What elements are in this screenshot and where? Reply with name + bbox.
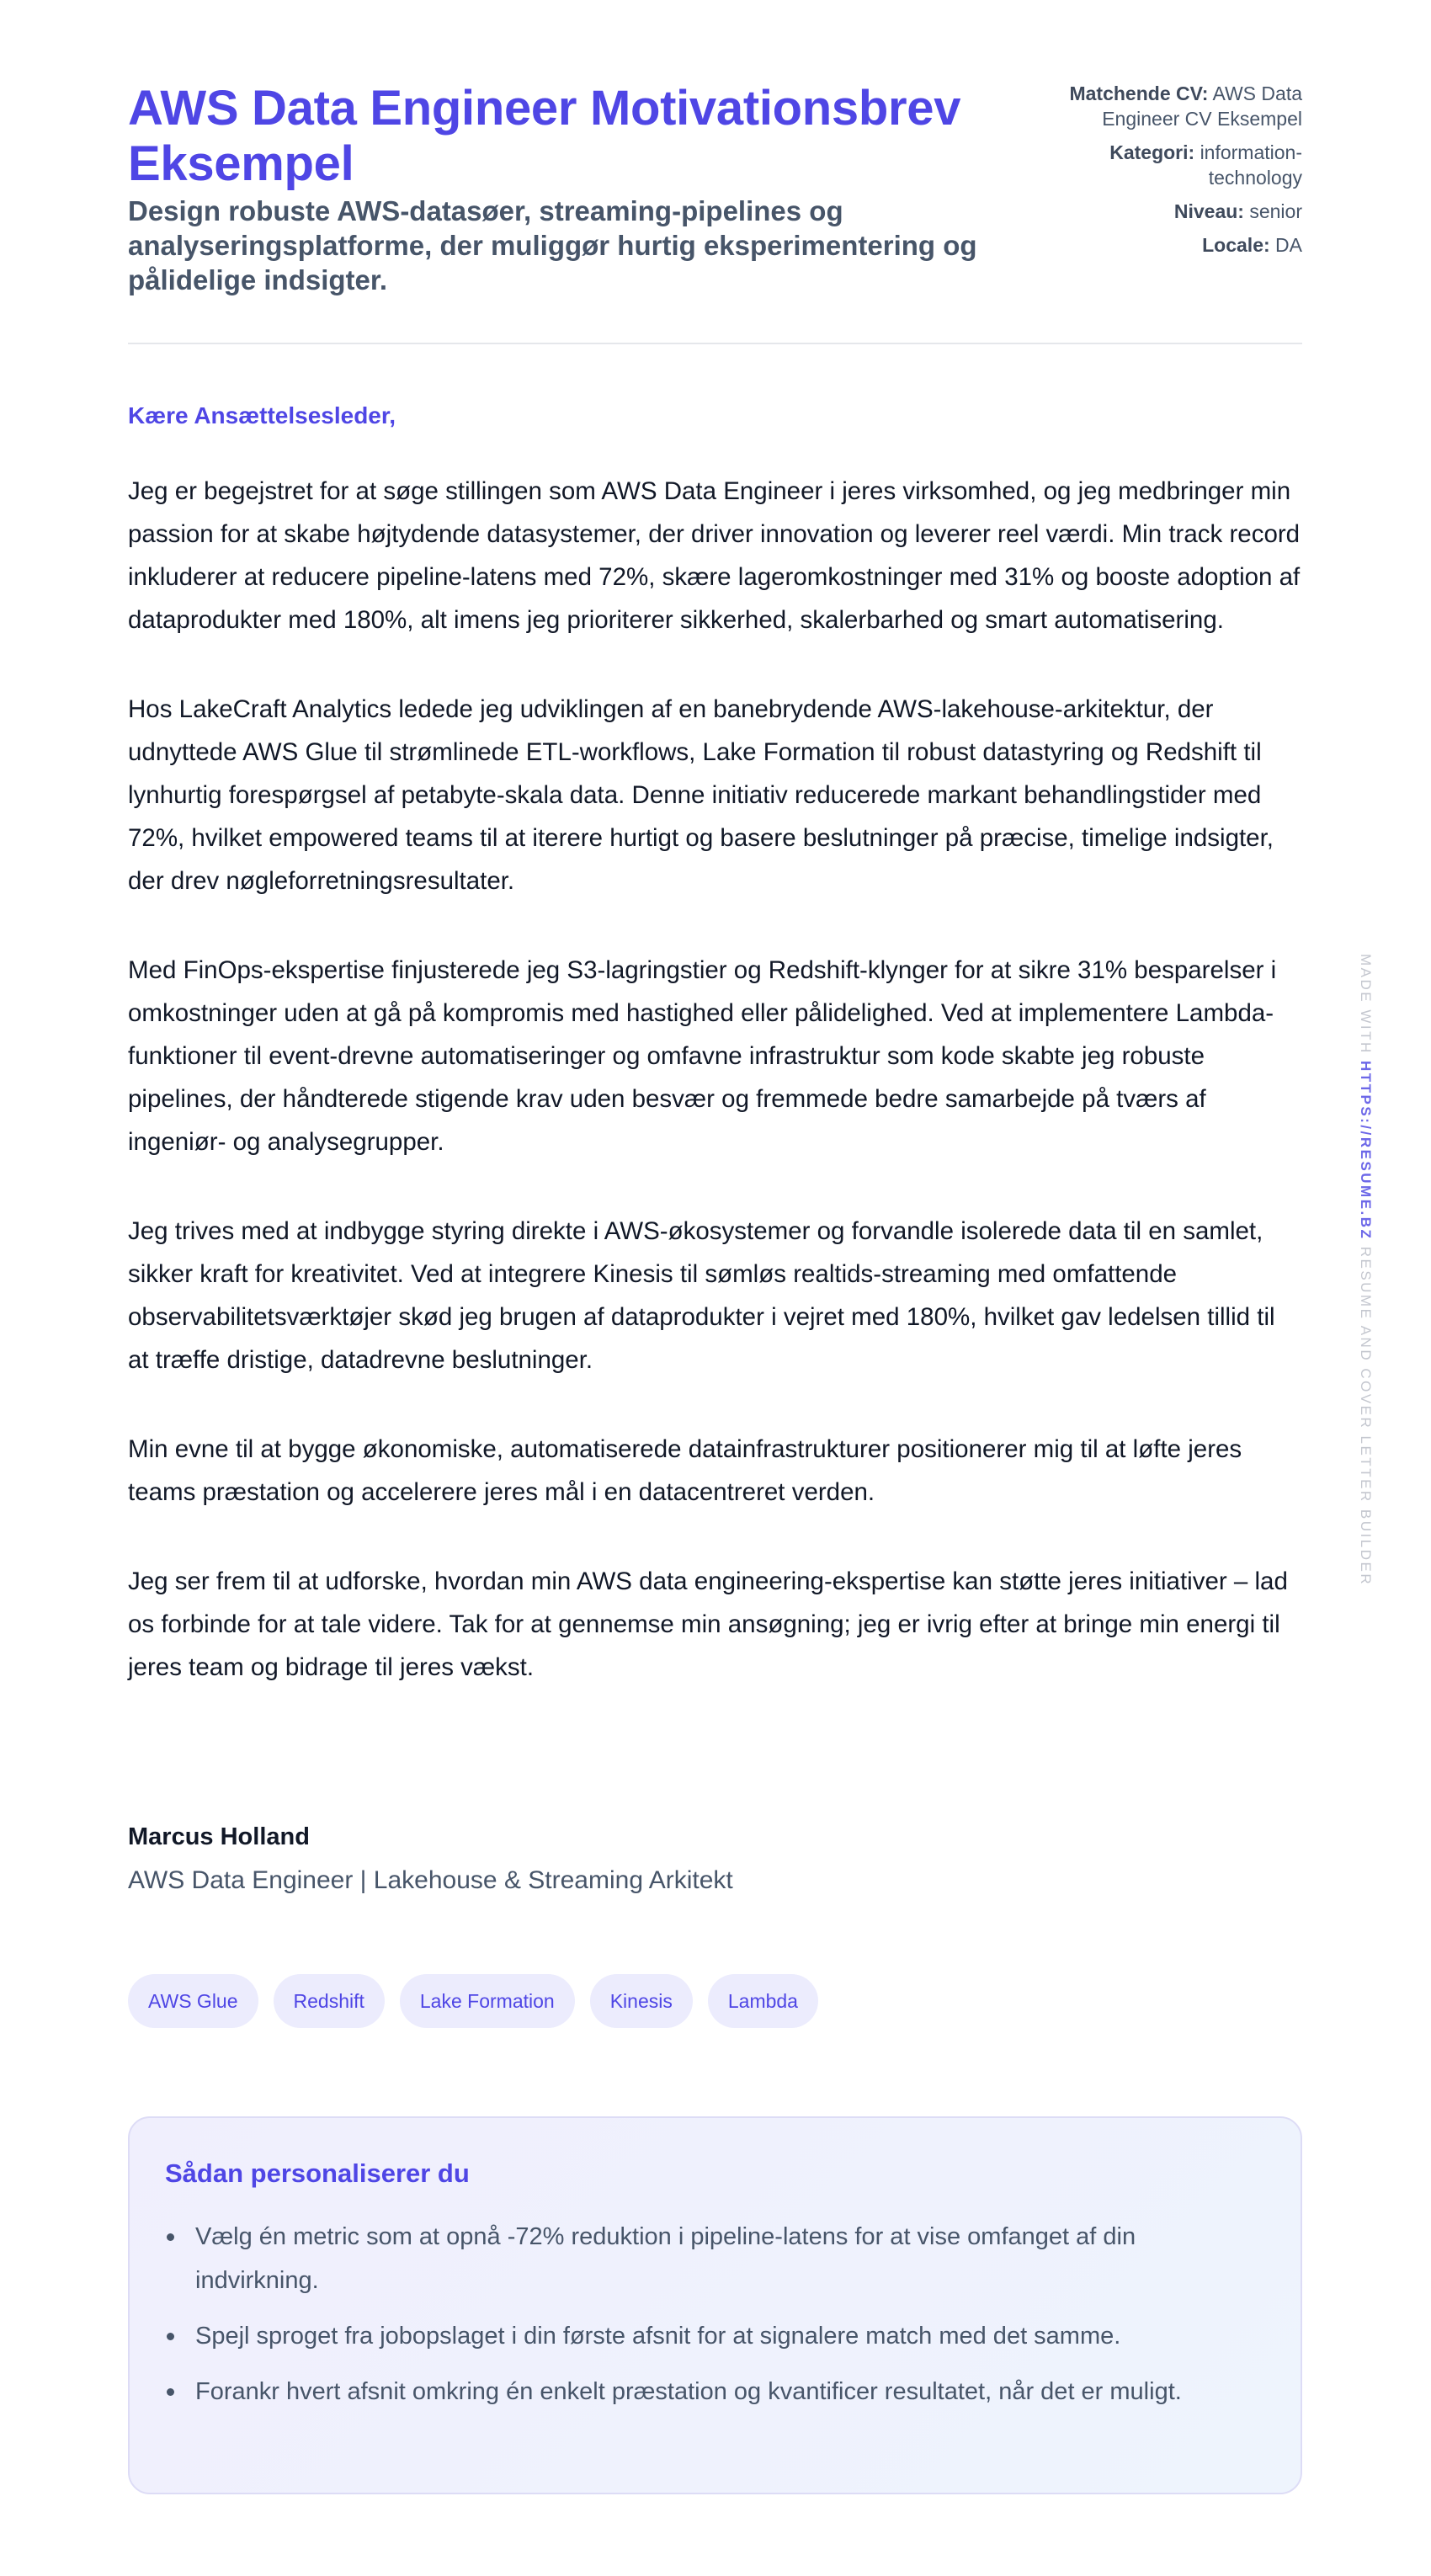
meta-label: Niveau: bbox=[1173, 200, 1244, 222]
meta-label: Kategori: bbox=[1109, 141, 1195, 163]
bullet-icon bbox=[167, 2233, 174, 2241]
watermark-link[interactable]: HTTPS://RESUME.BZ bbox=[1358, 1061, 1374, 1241]
skill-tags bbox=[128, 1974, 818, 2028]
skill-tag: Lake Formation bbox=[400, 1974, 575, 2028]
letter-paragraph: Jeg trives med at indbygge styring direkte i AWS-økosystemer og forvandle isolerede data til en samlet, sikker kraft for kreativitet. Ved at integrere Kinesis til sømløs realtids-streaming med omfattende observabilitetsværktøjer skød jeg brugen af dataprodukter i vejret med 180%, hvilket gav ledelsen tillid til at træffe dristige, datadrevne beslutninger. bbox=[128, 1217, 1275, 1374]
greeting: Kære Ansættelsesleder, bbox=[128, 402, 396, 428]
meta-locale bbox=[1058, 232, 1302, 258]
signature-role: AWS Data Engineer | Lakehouse & Streaming Arkitekt bbox=[128, 1866, 733, 1894]
watermark-suffix: RESUME AND COVER LETTER BUILDER bbox=[1358, 1246, 1374, 1587]
bullet-icon bbox=[167, 2388, 174, 2396]
signature-block bbox=[128, 1818, 733, 1906]
skill-tag: Kinesis bbox=[590, 1974, 693, 2028]
personalization-tips-card bbox=[128, 2116, 1302, 2494]
letter-header bbox=[128, 0, 1302, 344]
letter-body bbox=[128, 470, 1302, 1735]
letter-paragraph: Hos LakeCraft Analytics ledede jeg udviklingen af en banebrydende AWS-lakehouse-arkitektur, der udnyttede AWS Glue til strømlinede ETL-workflows, Lake Formation til robust datastyring og Redshift til lynhurtig forespørgsel af petabyte-skala data. Denne initiativ reducerede markant behandlingstider med 72%, hvilket empowered teams til at iterere hurtigt og basere beslutninger på præcise, timelige indsigter, der drev nøgleforretningsresultater. bbox=[128, 695, 1274, 895]
cover-letter-page bbox=[128, 0, 1302, 2405]
tips-list bbox=[165, 2215, 1258, 2425]
letter-paragraph: Med FinOps-ekspertise finjusterede jeg S3-lagringstier og Redshift-klynger for at sikre 31% besparelser i omkostninger uden at gå på kompromis med hastighed eller pålidelighed. Ved at implementere Lambda-funktioner til event-drevne automatiseringer og omfavne infrastruktur som kode skabte jeg robuste pipelines, der håndterede stigende krav uden besvær og fremmede bedre samarbejde på tværs af ingeniør- og analysegrupper. bbox=[128, 956, 1277, 1156]
meta-matching-cv bbox=[1058, 81, 1302, 131]
vertical-watermark bbox=[1357, 954, 1374, 1586]
meta-level bbox=[1058, 199, 1302, 224]
meta-value: senior bbox=[1249, 200, 1302, 222]
meta-value: DA bbox=[1275, 234, 1302, 256]
meta-label: Matchende CV: bbox=[1069, 82, 1209, 104]
tip-text: Vælg én metric som at opnå -72% reduktion i pipeline-latens for at vise omfanget af din indvirkning. bbox=[195, 2223, 1136, 2294]
tips-heading: Sådan personaliserer du bbox=[165, 2158, 470, 2188]
letter-paragraph: Jeg ser frem til at udforske, hvordan min AWS data engineering-ekspertise kan støtte jeres initiativer – lad os forbinde for at tale videre. Tak for at gennemse min ansøgning; jeg er ivrig efter at bringe min energi til jeres team og bidrage til jeres vækst. bbox=[128, 1567, 1288, 1681]
meta-value: information-technology bbox=[1200, 141, 1302, 189]
tip-item bbox=[165, 2314, 1258, 2358]
meta-panel bbox=[1058, 81, 1302, 266]
letter-paragraph: Jeg er begejstret for at søge stillingen som AWS Data Engineer i jeres virksomhed, og jeg medbringer min passion for at skabe højtydende datasystemer, der driver innovation og leverer reel værdi. Min track record inkluderer at reducere pipeline-latens med 72%, skære lageromkostninger med 31% og booste adoption af dataprodukter med 180%, alt imens jeg prioriterer sikkerhed, skalerbarhed og smart automatisering. bbox=[128, 477, 1301, 634]
letter-paragraph: Min evne til at bygge økonomiske, automatiserede datainfrastrukturer positionerer mig til at løfte jeres teams præstation og accelerere jeres mål i en datacentreret verden. bbox=[128, 1435, 1242, 1506]
bullet-icon bbox=[167, 2333, 174, 2340]
tip-item bbox=[165, 2370, 1258, 2414]
signature-name: Marcus Holland bbox=[128, 1823, 310, 1850]
skill-tag: AWS Glue bbox=[128, 1974, 258, 2028]
skill-tag: Lambda bbox=[708, 1974, 818, 2028]
watermark-prefix: MADE WITH bbox=[1358, 954, 1374, 1055]
tip-text: Forankr hvert afsnit omkring én enkelt præstation og kvantificer resultatet, når det er muligt. bbox=[195, 2378, 1182, 2405]
meta-label: Locale: bbox=[1202, 234, 1270, 256]
skill-tag: Redshift bbox=[274, 1974, 385, 2028]
tip-text: Spejl sproget fra jobopslaget i din første afsnit for at signalere match med det samme. bbox=[195, 2323, 1121, 2350]
page-subtitle: Design robuste AWS-datasøer, streaming-pipelines og analyseringsplatforme, der muliggør hurtig eksperimentering og pålidelige indsigter. bbox=[128, 195, 977, 295]
meta-category bbox=[1058, 140, 1302, 190]
page-title: AWS Data Engineer Motivationsbrev Eksempel bbox=[128, 81, 961, 191]
tip-item bbox=[165, 2215, 1258, 2302]
meta-value: AWS Data Engineer CV Eksempel bbox=[1102, 82, 1302, 130]
